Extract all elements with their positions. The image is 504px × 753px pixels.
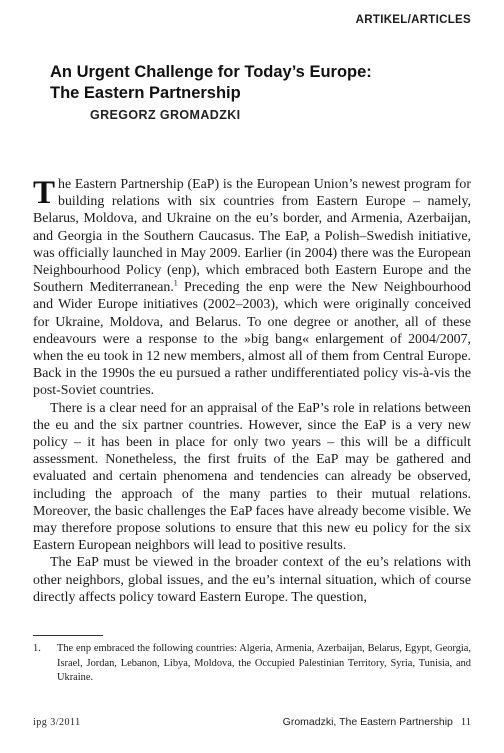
body-paragraph-1-continued: Preceding the enp were the New Neighbourhood and Wider Europe initiatives (2002–2003), which were originally conceived for Ukraine, Moldova, and Belarus. To one degree or another, all of these endeavours were a response to the »big bang« enlargement of 2004/2007, when the eu took in 12 new members, almost all of them from Central Europe. Back in the 1990s the eu pursued a rather undifferentiated policy vis-à-vis the post-Soviet countries. (33, 280, 471, 399)
footer-running-title (283, 716, 471, 728)
body-paragraph-2: There is a clear need for an appraisal of the EaP’s role in relations between the eu and the six partner countries. However, since the EaP is a very new policy – it has been in place for only two years – this will be a difficult assessment. Nonetheless, the first fruits of the EaP may be gathered and evaluated and certain phenomena and tendencies can already be observed, including the approach of the many parties to their mutual relations. Moreover, the basic challenges the EaP faces have already become visible. We may therefore propose solutions to ensure that this new eu policy for the six Eastern European neighbors will lead to positive results. (33, 400, 471, 554)
footnote (33, 642, 471, 686)
footer-running-title-text: Gromadzki, The Eastern Partnership (282, 716, 453, 728)
article-body (33, 176, 471, 606)
footnote-reference[interactable]: 1 (173, 278, 178, 288)
page-number: 11 (460, 717, 471, 728)
body-paragraph-3: The EaP must be viewed in the broader context of the eu’s relations with other neighbors, global issues, and the eu’s internal situation, which of course directly affects policy toward Eastern Europe. The question, (33, 555, 471, 605)
article-author: GREGORZ GROMADZKI (90, 108, 241, 122)
footnote-divider (33, 635, 103, 636)
body-paragraph-1 (33, 176, 471, 400)
article-title-line-1: An Urgent Challenge for Today’s Europe: (50, 63, 372, 81)
section-label: ARTIKEL/ARTICLES (355, 14, 471, 26)
article-title-line-2: The Eastern Partnership (50, 84, 241, 102)
footnote-number: 1. (33, 643, 41, 654)
body-paragraph-1-text: he Eastern Partnership (EaP) is the European Union’s newest program for building relations with six countries from Eastern Europe – namely, Belarus, Moldova, and Ukraine on the eu’s border, and Armenia, Azerbaijan, and Georgia in the Southern Caucasus. The EaP, a Polish–Swedish initiative, was officially launched in May 2009. Earlier (in 2004) there was the European Neighbourhood Policy (enp), which embraced both Eastern Europe and the Southern Mediterranean. (33, 177, 471, 296)
article-title (50, 62, 470, 104)
footer-journal-issue: ipg 3/2011 (33, 717, 81, 728)
drop-cap: T (33, 175, 56, 211)
footnote-text: The enp embraced the following countries: Algeria, Armenia, Azerbaijan, Belarus, Egypt, Georgia, Israel, Jordan, Lebanon, Libya, Moldova, the Occupied Palestinian Territory, Syria, Tunisia, and Ukraine. (57, 643, 471, 683)
